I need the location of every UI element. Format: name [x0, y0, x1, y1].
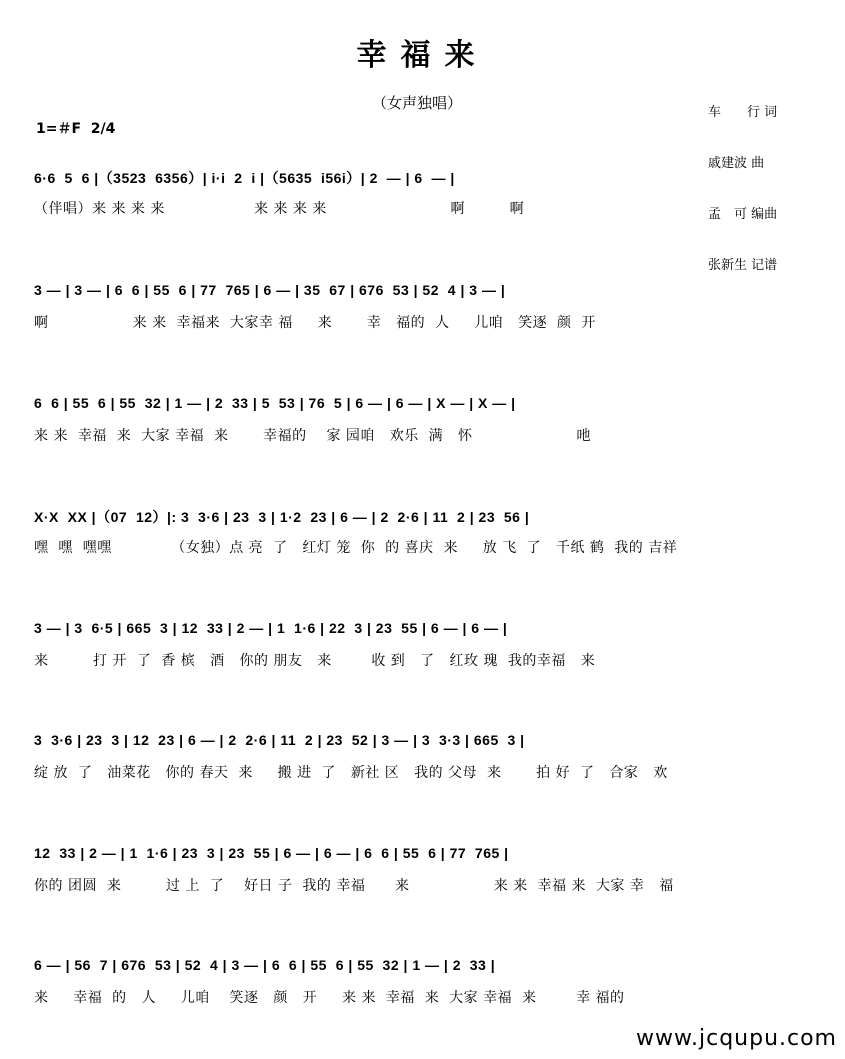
song-subtitle: （女声独唱） [372, 94, 463, 112]
lyrics-line-8: 来 幸福 的 人 儿咱 笑逐 颜 开 来 来 幸福 来 大家 幸福 来 幸 福的 [34, 990, 625, 1006]
key-signature: 1=＃F 2/4 [36, 121, 116, 137]
lyrics-line-6: 绽 放 了 油菜花 你的 春天 来 搬 进 了 新社 区 我的 父母 来 拍 好 了 合家 欢 [34, 765, 668, 781]
notation-line-8: 6 — | 56 7 | 676 53 | 52 4 | 3 — | 6 6 | 55 6 | 55 32 | 1 — | 2 33 | [34, 957, 496, 973]
notation-line-7: 12 33 | 2 — | 1 1·6 | 23 3 | 23 55 | 6 — | 6 — | 6 6 | 55 6 | 77 765 | [34, 845, 509, 861]
song-title: 幸福来 [356, 38, 489, 73]
lyrics-line-7: 你的 团圆 来 过 上 了 好日 子 我的 幸福 来 来 来 幸福 来 大家 幸 福 [34, 878, 674, 894]
credit-transcriber: 张新生 记谱 [708, 258, 778, 273]
site-watermark: www.jcqupu.com [636, 1026, 837, 1051]
lyrics-line-3: 来 来 幸福 来 大家 幸福 来 幸福的 家 园咱 欢乐 满 怀 吔 [34, 428, 591, 444]
credit-lyricist: 车 行 词 [708, 105, 778, 120]
lyrics-line-4: 嘿 嘿 嘿嘿 （女独）点 亮 了 红灯 笼 你 的 喜庆 来 放 飞 了 千纸 鹤 我的 吉祥 [34, 540, 678, 556]
lyrics-line-1: （伴唱）来 来 来 来 来 来 来 来 啊 啊 [34, 201, 525, 217]
notation-line-2: 3 — | 3 — | 6 6 | 55 6 | 77 765 | 6 — | 35 67 | 676 53 | 52 4 | 3 — | [34, 282, 506, 298]
notation-line-6: 3 3·6 | 23 3 | 12 23 | 6 — | 2 2·6 | 11 2 | 23 52 | 3 — | 3 3·3 | 665 3 | [34, 732, 525, 748]
notation-line-1: 6·6 5 6 |（3523 6356）| i·i 2 i |（5635 i56i）| 2 — | 6 — | [34, 170, 455, 186]
notation-line-5: 3 — | 3 6·5 | 665 3 | 12 33 | 2 — | 1 1·6 | 22 3 | 23 55 | 6 — | 6 — | [34, 620, 508, 636]
notation-line-4: X·X XX |（07 12）|: 3 3·6 | 23 3 | 1·2 23 | 6 — | 2 2·6 | 11 2 | 23 56 | [34, 509, 530, 525]
lyrics-line-2: 啊 来 来 幸福来 大家幸 福 来 幸 福的 人 儿咱 笑逐 颜 开 [34, 315, 596, 331]
notation-line-3: 6 6 | 55 6 | 55 32 | 1 — | 2 33 | 5 53 | 76 5 | 6 — | 6 — | X — | X — | [34, 395, 516, 411]
credit-composer: 戚建波 曲 [708, 156, 765, 171]
lyrics-line-5: 来 打 开 了 香 槟 酒 你的 朋友 来 收 到 了 红玫 瑰 我的幸福 来 [34, 653, 596, 669]
credit-arranger: 孟 可 编曲 [708, 207, 778, 222]
